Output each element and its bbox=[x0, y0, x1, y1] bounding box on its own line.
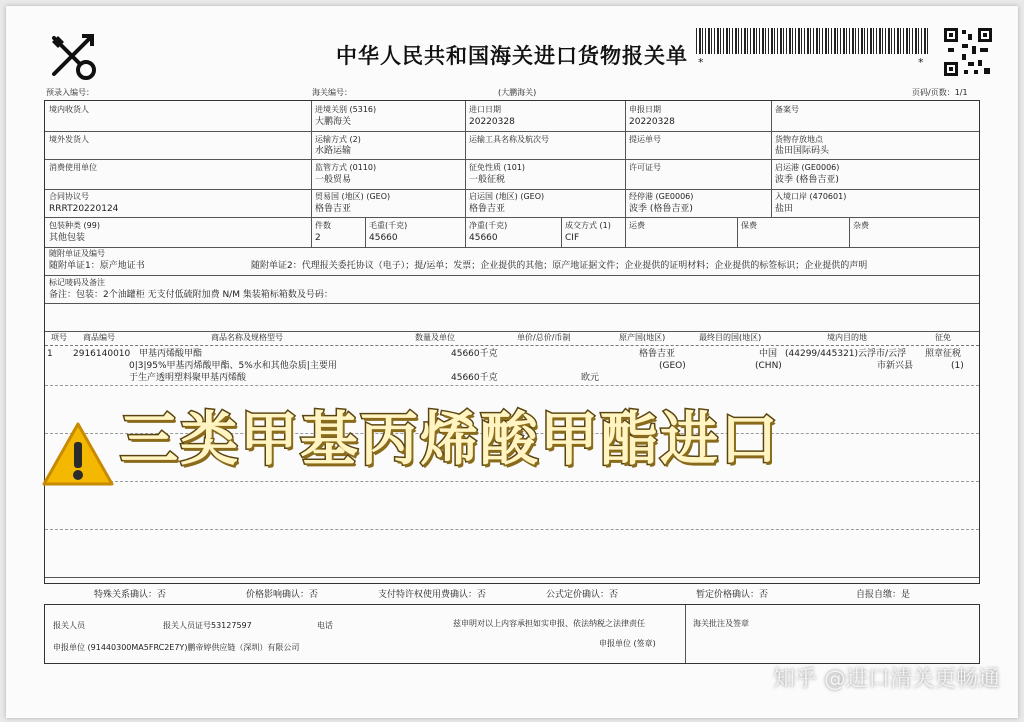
freight-label: 运费 bbox=[629, 221, 645, 230]
self-pay-confirm: 自报自缴：是 bbox=[856, 590, 911, 600]
price-impact-confirm: 价格影响确认：否 bbox=[246, 590, 319, 600]
col-header-hs-code: 商品编号 bbox=[83, 333, 115, 342]
consignee-label: 境内收货人 bbox=[49, 105, 89, 114]
package-value: 其他包装 bbox=[49, 233, 86, 243]
goods-qty-2: 45660千克 bbox=[451, 373, 498, 383]
barcode-star-left: * bbox=[698, 56, 704, 69]
tax-value: 一般征税 bbox=[469, 175, 506, 185]
declaration-footer bbox=[44, 604, 980, 664]
marks-label: 标记唛码及备注 bbox=[49, 278, 105, 287]
goods-origin: 格鲁吉亚 bbox=[639, 349, 676, 359]
trade-country-label: 贸易国 (地区) (GEO) bbox=[315, 192, 391, 201]
docs-1: 随附单证1：原产地证书 bbox=[49, 261, 145, 271]
qr-code-icon bbox=[944, 28, 992, 76]
col-header-qty: 数量及单位 bbox=[415, 333, 455, 342]
dep-port-label: 启运港 (GE0006) bbox=[775, 163, 840, 172]
royalty-confirm: 支付特许权使用费确认：否 bbox=[378, 590, 487, 600]
declare-date-value: 20220328 bbox=[629, 117, 675, 127]
col-header-name: 商品名称及规格型号 bbox=[211, 333, 283, 342]
declarant-label: 报关人员 bbox=[53, 621, 85, 630]
goods-levy: 照章征税 bbox=[925, 349, 962, 359]
unit-sign-label: 申报单位 (签章) bbox=[599, 639, 656, 648]
goods-origin-code: (GEO) bbox=[659, 361, 686, 371]
via-port-value: 波季 (格鲁吉亚) bbox=[629, 204, 693, 214]
transport-label: 运输方式 (2) bbox=[315, 135, 361, 144]
page-title: 中华人民共和国海关进口货物报关单 bbox=[336, 44, 688, 68]
goods-spec-1: 0|3|95%甲基丙烯酸甲酯、5%水和其他杂质|主要用 bbox=[129, 361, 337, 371]
misc-fee-label: 杂费 bbox=[853, 221, 869, 230]
storage-value: 盐田国际码头 bbox=[775, 146, 830, 156]
record-no-label: 备案号 bbox=[775, 105, 799, 114]
col-header-index: 项号 bbox=[51, 333, 67, 342]
declare-date-label: 申报日期 bbox=[629, 105, 661, 114]
goods-dest-country: 中国 bbox=[759, 349, 778, 359]
goods-qty-1: 45660千克 bbox=[451, 349, 498, 359]
goods-levy-code: (1) bbox=[951, 361, 964, 371]
customs-number-label: 海关编号： bbox=[312, 88, 352, 97]
watermark-title: 三类甲基丙烯酸甲酯进口 bbox=[120, 405, 781, 473]
barcode-star-right: * bbox=[918, 56, 924, 69]
declarant-id: 报关人员证号53127597 bbox=[163, 621, 252, 630]
package-label: 包装种类 (99) bbox=[49, 221, 100, 230]
col-header-dest-country: 最终目的国(地区) bbox=[699, 333, 762, 342]
import-date-value: 20220328 bbox=[469, 117, 515, 127]
trade-country-value: 格鲁吉亚 bbox=[315, 204, 352, 214]
goods-dest-code: (CHN) bbox=[755, 361, 782, 371]
deal-value: CIF bbox=[565, 233, 580, 243]
storage-label: 货物存放地点 bbox=[775, 135, 823, 144]
consumer-label: 消费使用单位 bbox=[49, 163, 97, 172]
warning-icon bbox=[40, 420, 116, 488]
import-date-label: 进口日期 bbox=[469, 105, 501, 114]
tax-label: 征免性质 (101) bbox=[469, 163, 526, 172]
insurance-label: 保费 bbox=[741, 221, 757, 230]
col-header-domestic-dest: 境内目的地 bbox=[827, 333, 867, 342]
customs-name: (大鹏海关) bbox=[498, 88, 537, 97]
goods-domestic-dest: (44299/445321)云浮市/云浮 bbox=[785, 349, 907, 359]
entry-customs-value: 大鹏海关 bbox=[315, 117, 352, 127]
phone-label: 电话 bbox=[317, 621, 333, 630]
deal-label: 成交方式 (1) bbox=[565, 221, 611, 230]
via-port-label: 经停港 (GE0006) bbox=[629, 192, 694, 201]
entry-port-value: 盐田 bbox=[775, 204, 794, 214]
pieces-label: 件数 bbox=[315, 221, 331, 230]
pre-record-label: 预录入编号： bbox=[46, 88, 94, 97]
transport-value: 水路运输 bbox=[315, 146, 352, 156]
legal-statement: 兹申明对以上内容承担如实申报、依法纳税之法律责任 bbox=[453, 619, 645, 628]
contract-value: RRRT20220124 bbox=[49, 204, 119, 214]
bl-label: 提运单号 bbox=[629, 135, 661, 144]
license-label: 许可证号 bbox=[629, 163, 661, 172]
goods-hs-code: 2916140010 bbox=[73, 349, 131, 359]
warning-overlay bbox=[36, 386, 976, 498]
zhihu-watermark: 知乎 @进口清关更畅通 bbox=[773, 667, 1000, 692]
formula-price-confirm: 公式定价确认：否 bbox=[546, 590, 619, 600]
shipper-label: 境外发货人 bbox=[49, 135, 89, 144]
col-header-origin: 原产国(地区) bbox=[619, 333, 666, 342]
dep-country-value: 格鲁吉亚 bbox=[469, 204, 506, 214]
supervision-value: 一般贸易 bbox=[315, 175, 352, 185]
goods-domestic-dest-2: 市新兴县 bbox=[877, 361, 914, 371]
vessel-label: 运输工具名称及航次号 bbox=[469, 135, 549, 144]
goods-name: 甲基丙烯酸甲酯 bbox=[139, 349, 203, 359]
goods-spec-2: 于生产透明塑料聚甲基丙烯酸 bbox=[129, 373, 247, 383]
dep-port-value: 波季 (格鲁吉亚) bbox=[775, 175, 839, 185]
customs-note-label: 海关批注及签章 bbox=[693, 619, 749, 628]
entry-customs-label: 进境关别 (5316) bbox=[315, 105, 377, 114]
docs-2: 随附单证2：代理报关委托协议（电子）；提/运单；发票；企业提供的其他；原产地证据文件；企业提供的证明材料；企业提供的标签标识；企业提供的声明 bbox=[251, 261, 868, 271]
declaring-unit: 申报单位 (91440300MA5FRC2E7Y)鹏帝婷供应链（深圳）有限公司 bbox=[53, 643, 300, 652]
page-indicator: 页码/页数：1/1 bbox=[912, 88, 968, 97]
dep-country-label: 启运国 (地区) (GEO) bbox=[469, 192, 545, 201]
supervision-label: 监管方式 (0110) bbox=[315, 163, 377, 172]
col-header-price: 单价/总价/币制 bbox=[517, 333, 571, 342]
net-weight-label: 净重(千克) bbox=[469, 221, 508, 230]
net-weight-value: 45660 bbox=[469, 233, 498, 243]
tentative-price-confirm: 暂定价格确认：否 bbox=[696, 590, 769, 600]
entry-port-label: 入境口岸 (470601) bbox=[775, 192, 847, 201]
goods-index: 1 bbox=[47, 349, 53, 359]
marks-value: 备注：包装：2个油罐柜 无支付低硫附加费 N/M 集装箱标箱数及号码： bbox=[49, 290, 333, 300]
col-header-levy: 征免 bbox=[935, 333, 951, 342]
pieces-value: 2 bbox=[315, 233, 321, 243]
gross-weight-label: 毛重(千克) bbox=[369, 221, 408, 230]
contract-label: 合同协议号 bbox=[49, 192, 89, 201]
goods-currency: 欧元 bbox=[581, 373, 600, 383]
gross-weight-value: 45660 bbox=[369, 233, 398, 243]
declaration-form bbox=[44, 100, 980, 584]
docs-label: 随附单证及编号 bbox=[49, 249, 105, 258]
barcode bbox=[696, 28, 928, 54]
special-relation-confirm: 特殊关系确认：否 bbox=[94, 590, 167, 600]
